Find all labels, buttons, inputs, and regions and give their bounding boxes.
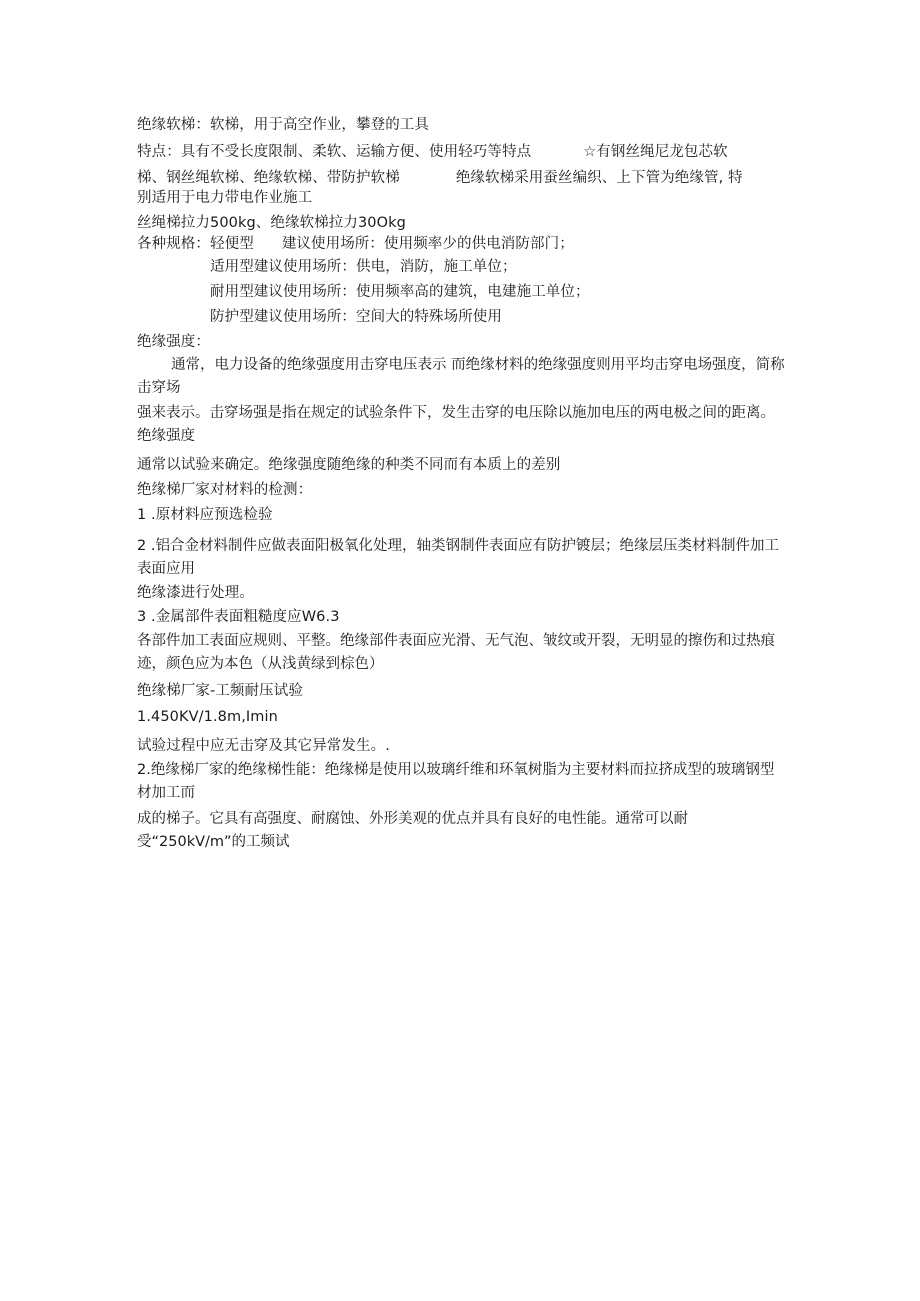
- text-line: 耐用型建议使用场所：使用频率高的建筑，电建施工单位；: [210, 284, 590, 300]
- text-line: 绝缘软梯：软梯，用于高空作业，攀登的工具: [137, 117, 429, 133]
- paragraph: 2.绝缘梯厂家的绝缘梯性能：绝缘梯是使用以玻璃纤维和环氧树脂为主要材料而拉挤成型的玻璃钢型材加工而: [137, 762, 775, 801]
- text-segment: 特点：具有不受长度限制、柔软、运输方便、使用轻巧等特点: [137, 144, 532, 160]
- text-segment: 绝缘软梯采用蚕丝编织、上下管为绝缘管, 特: [455, 170, 743, 186]
- list-item: 3 .金属部件表面粗糙度应W6.3: [137, 609, 340, 625]
- text-line: 通常以试验来确定。绝缘强度随绝缘的种类不同而有本质上的差别: [137, 457, 561, 473]
- text-line: 适用型建议使用场所：供电，消防，施工单位；: [210, 259, 517, 275]
- text-line: 绝缘漆进行处理。: [137, 585, 254, 601]
- text-segment: 各种规格：轻便型: [137, 236, 254, 252]
- list-item: 1 .原材料应预选检验: [137, 507, 273, 523]
- text-line: [137, 168, 743, 188]
- section-heading: 绝缘强度：: [137, 334, 210, 350]
- text-line: 绝缘梯厂家对材料的检测：: [137, 482, 313, 498]
- paragraph: 成的梯子。它具有高强度、耐腐蚀、外形美观的优点并具有良好的电性能。通常可以耐受“250kV/m”的工频试: [137, 811, 688, 850]
- text-line: [137, 234, 574, 254]
- paragraph: 通常，电力设备的绝缘强度用击穿电压表示 而绝缘材料的绝缘强度则用平均击穿电场强度，简称击穿场: [137, 357, 785, 396]
- text-line: [137, 142, 728, 162]
- text-segment: ☆有钢丝绳尼龙包芯软: [583, 144, 728, 160]
- paragraph: 强来表示。击穿场强是指在规定的试验条件下，发生击穿的电压除以施加电压的两电极之间的距离。绝缘强度: [137, 405, 775, 444]
- list-item: 2 .铝合金材料制件应做表面阳极氧化处理，轴类钢制件表面应有防护镀层；绝缘层压类材料制件加工表面应用: [137, 538, 779, 577]
- text-line: 防护型建议使用场所：空间大的特殊场所使用: [210, 309, 502, 325]
- text-line: 1.450KV∕1.8m,Imin: [137, 709, 278, 725]
- text-line: 绝缘梯厂家-工频耐压试验: [137, 683, 303, 699]
- text-line: 别适用于电力带电作业施工: [137, 190, 313, 206]
- text-line: 试验过程中应无击穿及其它异常发生。.: [137, 738, 390, 754]
- text-segment: 建议使用场所：使用频率少的供电消防部门；: [281, 236, 574, 252]
- text-line: 丝绳梯拉力500kg、绝缘软梯拉力30Okg: [137, 215, 406, 231]
- text-segment: 梯、钢丝绳软梯、绝缘软梯、带防护软梯: [137, 170, 400, 186]
- paragraph: 各部件加工表面应规则、平整。绝缘部件表面应光滑、无气泡、皱纹或开裂，无明显的擦伤和过热痕迹，颜色应为本色（从浅黄绿到棕色）: [137, 633, 775, 672]
